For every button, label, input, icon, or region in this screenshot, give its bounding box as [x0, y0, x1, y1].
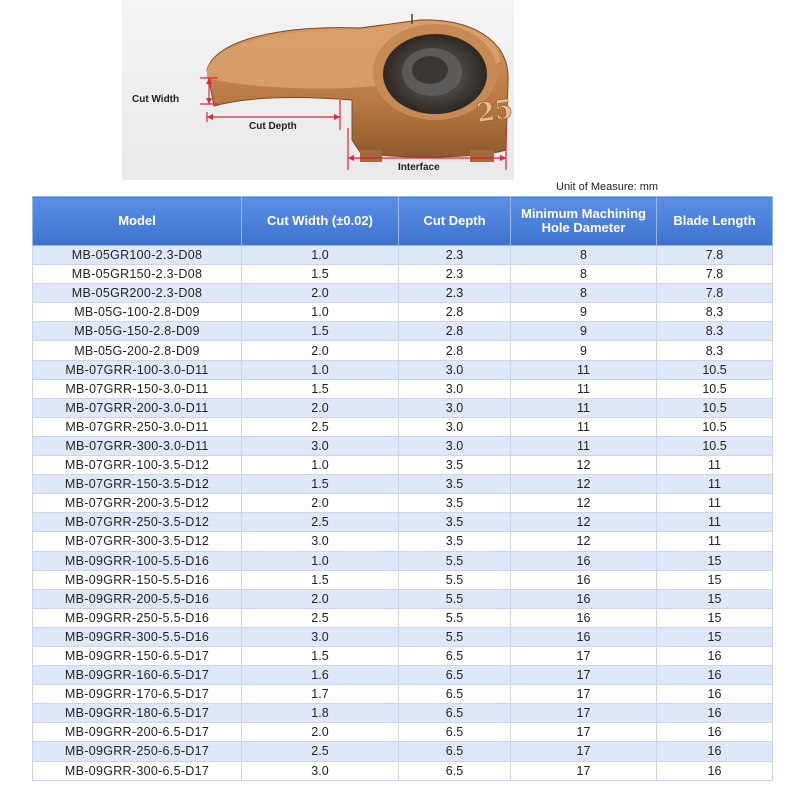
table-row	[33, 379, 773, 398]
cell-cut-depth: 6.5	[399, 685, 511, 704]
cell-min-hole-diameter: 12	[511, 456, 657, 475]
cell-cut-depth: 6.5	[399, 704, 511, 723]
cell-model: MB-05GR100-2.3-D08	[33, 246, 242, 265]
cell-model: MB-07GRR-250-3.5-D12	[33, 513, 242, 532]
cell-cut-depth: 2.8	[399, 341, 511, 360]
cell-min-hole-diameter: 17	[511, 742, 657, 761]
header-model: Model	[33, 197, 242, 246]
header-cut-width: Cut Width (±0.02)	[242, 197, 399, 246]
cell-blade-length: 10.5	[657, 398, 773, 417]
cell-blade-length: 15	[657, 627, 773, 646]
cell-cut-width: 1.5	[242, 379, 399, 398]
table-row	[33, 341, 773, 360]
cell-model: MB-07GRR-300-3.5-D12	[33, 532, 242, 551]
table-row	[33, 417, 773, 436]
cell-model: MB-07GRR-150-3.5-D12	[33, 475, 242, 494]
cell-model: MB-07GRR-100-3.5-D12	[33, 456, 242, 475]
table-row	[33, 551, 773, 570]
insert-illustration	[0, 0, 800, 182]
cell-min-hole-diameter: 11	[511, 398, 657, 417]
cell-blade-length: 11	[657, 513, 773, 532]
table-row	[33, 666, 773, 685]
cell-cut-depth: 5.5	[399, 551, 511, 570]
cell-cut-width: 1.6	[242, 666, 399, 685]
cell-cut-width: 3.0	[242, 436, 399, 455]
cell-blade-length: 16	[657, 646, 773, 665]
cell-model: MB-09GRR-300-6.5-D17	[33, 761, 242, 780]
cell-model: MB-09GRR-170-6.5-D17	[33, 685, 242, 704]
cell-model: MB-05G-100-2.8-D09	[33, 303, 242, 322]
cell-min-hole-diameter: 16	[511, 589, 657, 608]
cell-min-hole-diameter: 8	[511, 284, 657, 303]
table-row	[33, 360, 773, 379]
cell-cut-depth: 2.3	[399, 246, 511, 265]
cell-cut-width: 2.5	[242, 417, 399, 436]
header-min-hole-diameter: Minimum Machining Hole Dameter	[511, 197, 657, 246]
cell-cut-depth: 6.5	[399, 723, 511, 742]
table-row	[33, 742, 773, 761]
table-row	[33, 284, 773, 303]
cell-blade-length: 8.3	[657, 341, 773, 360]
cut-width-label: Cut Width	[132, 94, 180, 105]
cell-min-hole-diameter: 17	[511, 685, 657, 704]
cell-min-hole-diameter: 12	[511, 494, 657, 513]
cell-model: MB-09GRR-300-5.5-D16	[33, 627, 242, 646]
insert-engraving: 25	[474, 94, 515, 129]
table-row	[33, 704, 773, 723]
cell-model: MB-05G-150-2.8-D09	[33, 322, 242, 341]
header-blade-length: Blade Length	[657, 197, 773, 246]
cell-model: MB-07GRR-100-3.0-D11	[33, 360, 242, 379]
cell-model: MB-07GRR-200-3.0-D11	[33, 398, 242, 417]
cell-cut-depth: 2.3	[399, 265, 511, 284]
table-row	[33, 723, 773, 742]
cell-cut-depth: 3.5	[399, 532, 511, 551]
cell-cut-width: 2.0	[242, 398, 399, 417]
cell-cut-width: 2.5	[242, 742, 399, 761]
cell-cut-width: 1.8	[242, 704, 399, 723]
cell-min-hole-diameter: 16	[511, 608, 657, 627]
cell-min-hole-diameter: 12	[511, 513, 657, 532]
cell-cut-width: 2.5	[242, 513, 399, 532]
cell-cut-depth: 3.5	[399, 513, 511, 532]
cell-cut-depth: 3.0	[399, 398, 511, 417]
cell-cut-width: 3.0	[242, 761, 399, 780]
cell-cut-width: 1.0	[242, 551, 399, 570]
cut-depth-label: Cut Depth	[249, 121, 297, 132]
cell-min-hole-diameter: 17	[511, 666, 657, 685]
table-row	[33, 513, 773, 532]
cell-model: MB-09GRR-200-5.5-D16	[33, 589, 242, 608]
product-photo	[0, 0, 800, 182]
cell-blade-length: 15	[657, 570, 773, 589]
cell-cut-depth: 5.5	[399, 627, 511, 646]
cell-cut-width: 1.0	[242, 456, 399, 475]
cell-min-hole-diameter: 8	[511, 265, 657, 284]
table-row	[33, 627, 773, 646]
table-row	[33, 398, 773, 417]
cell-cut-width: 1.5	[242, 646, 399, 665]
table-row	[33, 436, 773, 455]
cell-cut-width: 2.0	[242, 341, 399, 360]
cell-cut-width: 3.0	[242, 627, 399, 646]
cell-model: MB-07GRR-300-3.0-D11	[33, 436, 242, 455]
cell-cut-width: 2.0	[242, 723, 399, 742]
table-row	[33, 646, 773, 665]
cell-min-hole-diameter: 11	[511, 436, 657, 455]
cell-cut-depth: 3.5	[399, 456, 511, 475]
table-row	[33, 532, 773, 551]
cell-blade-length: 11	[657, 475, 773, 494]
cell-min-hole-diameter: 9	[511, 303, 657, 322]
cell-cut-depth: 6.5	[399, 666, 511, 685]
cell-cut-width: 1.0	[242, 360, 399, 379]
table-body	[33, 246, 773, 781]
cell-cut-width: 2.0	[242, 284, 399, 303]
cell-min-hole-diameter: 11	[511, 417, 657, 436]
table-header-row	[33, 197, 773, 246]
cell-blade-length: 16	[657, 685, 773, 704]
cell-cut-width: 1.5	[242, 322, 399, 341]
cell-min-hole-diameter: 9	[511, 341, 657, 360]
table-row	[33, 608, 773, 627]
cell-min-hole-diameter: 17	[511, 704, 657, 723]
cell-blade-length: 16	[657, 761, 773, 780]
cell-cut-depth: 5.5	[399, 608, 511, 627]
cell-cut-depth: 3.0	[399, 360, 511, 379]
cell-cut-width: 1.7	[242, 685, 399, 704]
cell-blade-length: 15	[657, 551, 773, 570]
cell-cut-depth: 6.5	[399, 761, 511, 780]
interface-label: Interface	[398, 162, 440, 173]
cell-blade-length: 16	[657, 742, 773, 761]
cell-blade-length: 7.8	[657, 284, 773, 303]
table-row	[33, 589, 773, 608]
cell-blade-length: 11	[657, 494, 773, 513]
cell-cut-width: 1.5	[242, 265, 399, 284]
cell-model: MB-09GRR-200-6.5-D17	[33, 723, 242, 742]
cell-blade-length: 10.5	[657, 360, 773, 379]
cell-blade-length: 7.8	[657, 265, 773, 284]
cell-min-hole-diameter: 17	[511, 723, 657, 742]
cell-cut-depth: 6.5	[399, 646, 511, 665]
cell-cut-depth: 3.5	[399, 475, 511, 494]
cell-blade-length: 10.5	[657, 379, 773, 398]
cell-cut-depth: 6.5	[399, 742, 511, 761]
header-cut-depth: Cut Depth	[399, 197, 511, 246]
cell-min-hole-diameter: 16	[511, 570, 657, 589]
cell-min-hole-diameter: 17	[511, 646, 657, 665]
cell-model: MB-07GRR-250-3.0-D11	[33, 417, 242, 436]
cell-min-hole-diameter: 11	[511, 379, 657, 398]
cell-model: MB-09GRR-250-5.5-D16	[33, 608, 242, 627]
table-row	[33, 265, 773, 284]
cell-model: MB-05GR200-2.3-D08	[33, 284, 242, 303]
cell-blade-length: 10.5	[657, 436, 773, 455]
cell-blade-length: 16	[657, 666, 773, 685]
cell-blade-length: 7.8	[657, 246, 773, 265]
cell-min-hole-diameter: 8	[511, 246, 657, 265]
cell-blade-length: 8.3	[657, 322, 773, 341]
cell-model: MB-09GRR-150-6.5-D17	[33, 646, 242, 665]
table-row	[33, 303, 773, 322]
cell-min-hole-diameter: 16	[511, 627, 657, 646]
cell-cut-depth: 5.5	[399, 589, 511, 608]
table-row	[33, 456, 773, 475]
cell-blade-length: 8.3	[657, 303, 773, 322]
cell-cut-width: 2.0	[242, 494, 399, 513]
cell-cut-width: 1.5	[242, 475, 399, 494]
cell-cut-depth: 5.5	[399, 570, 511, 589]
cell-blade-length: 16	[657, 704, 773, 723]
unit-note: Unit of Measure: mm	[556, 181, 659, 193]
cell-min-hole-diameter: 17	[511, 761, 657, 780]
cell-blade-length: 15	[657, 589, 773, 608]
cell-blade-length: 11	[657, 456, 773, 475]
cell-model: MB-05GR150-2.3-D08	[33, 265, 242, 284]
table-row	[33, 761, 773, 780]
cell-cut-depth: 3.5	[399, 494, 511, 513]
cell-cut-width: 1.0	[242, 303, 399, 322]
cell-blade-length: 11	[657, 532, 773, 551]
table-row	[33, 322, 773, 341]
cell-blade-length: 10.5	[657, 417, 773, 436]
cell-min-hole-diameter: 12	[511, 532, 657, 551]
cell-model: MB-09GRR-150-5.5-D16	[33, 570, 242, 589]
cell-cut-depth: 3.0	[399, 436, 511, 455]
cell-cut-width: 2.0	[242, 589, 399, 608]
cell-blade-length: 15	[657, 608, 773, 627]
cell-model: MB-09GRR-180-6.5-D17	[33, 704, 242, 723]
table-row	[33, 570, 773, 589]
cell-model: MB-05G-200-2.8-D09	[33, 341, 242, 360]
table-row	[33, 246, 773, 265]
cell-cut-depth: 3.0	[399, 417, 511, 436]
cell-cut-depth: 3.0	[399, 379, 511, 398]
table-row	[33, 685, 773, 704]
cell-cut-depth: 2.8	[399, 303, 511, 322]
cell-cut-width: 2.5	[242, 608, 399, 627]
cell-model: MB-09GRR-100-5.5-D16	[33, 551, 242, 570]
cell-min-hole-diameter: 12	[511, 475, 657, 494]
cell-min-hole-diameter: 9	[511, 322, 657, 341]
cell-cut-width: 1.5	[242, 570, 399, 589]
spec-table	[32, 196, 773, 781]
table-row	[33, 475, 773, 494]
table-row	[33, 494, 773, 513]
cell-min-hole-diameter: 11	[511, 360, 657, 379]
cell-model: MB-07GRR-150-3.0-D11	[33, 379, 242, 398]
cell-model: MB-09GRR-160-6.5-D17	[33, 666, 242, 685]
cell-model: MB-09GRR-250-6.5-D17	[33, 742, 242, 761]
cell-min-hole-diameter: 16	[511, 551, 657, 570]
cell-cut-depth: 2.3	[399, 284, 511, 303]
cell-blade-length: 16	[657, 723, 773, 742]
cell-cut-width: 3.0	[242, 532, 399, 551]
cell-model: MB-07GRR-200-3.5-D12	[33, 494, 242, 513]
cell-cut-width: 1.0	[242, 246, 399, 265]
cell-cut-depth: 2.8	[399, 322, 511, 341]
